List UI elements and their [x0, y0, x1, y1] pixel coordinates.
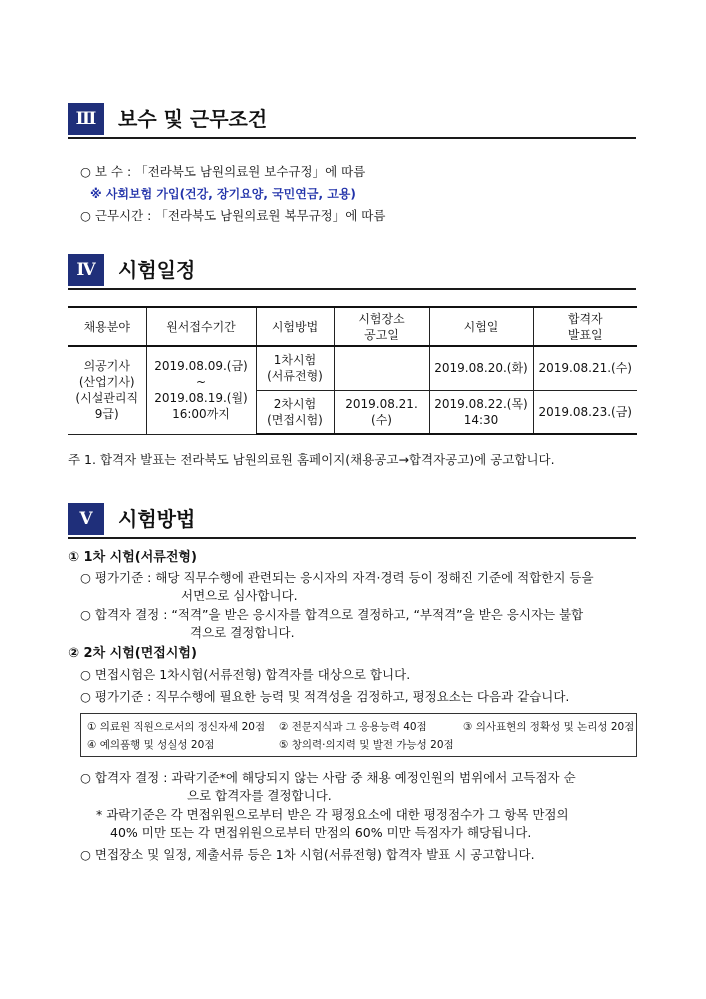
section-title: 시험일정: [118, 258, 196, 282]
header-result: 합격자 발표일: [567, 311, 603, 342]
section-3-header: [68, 103, 636, 137]
header-field: 채용분야: [83, 319, 130, 334]
method-cell: 2차시험 (면접시험): [256, 390, 334, 434]
cutoff-note-cont: 40% 미만 또는 각 면접위원으로부터 만점의 60% 미만 득점자가 해당됩니다.: [110, 825, 532, 840]
table-header-cell: [334, 307, 429, 346]
section-title: 보수 및 근무조건: [118, 107, 268, 131]
section-number: Ⅴ: [68, 503, 104, 535]
criteria-item: ① 의료원 직원으로서의 정신자세 20점: [87, 721, 266, 733]
subsection-2-title: ② 2차 시험(면접시험): [68, 646, 197, 661]
schedule-note: 주 1. 합격자 발표는 전라북도 남원의료원 홈페이지(채용공고→합격자공고)에 공고합니다.: [68, 452, 555, 467]
section-title: 시험방법: [118, 507, 196, 531]
section-5-header: [68, 503, 636, 537]
criteria-item: ② 전문지식과 그 응용능력 40점: [279, 721, 427, 733]
table-header-cell: [68, 307, 146, 346]
cutoff-note: * 과락기준은 각 면접위원으로부터 받은 각 평정요소에 대한 평정점수가 그 항목 만점의: [96, 807, 569, 822]
header-period: 원서접수기간: [166, 319, 236, 334]
table-header-cell: [146, 307, 256, 346]
criteria-box: [80, 713, 637, 757]
decision-line: ○ 합격자 결정 : “적격”을 받은 응시자를 합격으로 결정하고, “부적격”을 받은 응시자는 불합: [80, 607, 584, 622]
final-decision-line-cont: 으로 합격자를 결정합니다.: [187, 788, 332, 803]
venue-cell: [334, 346, 429, 390]
header-method: 시험방법: [271, 319, 319, 334]
table-header-cell: [429, 307, 533, 346]
venue-cell: 2019.08.21.(수): [334, 390, 429, 434]
table-header-cell: [533, 307, 637, 346]
date-cell: 2019.08.22.(목) 14:30: [429, 390, 533, 434]
section-4-header: [68, 254, 636, 288]
method-cell: 1차시험 (서류전형): [256, 346, 334, 390]
header-date: 시험일: [463, 319, 499, 334]
schedule-table: [68, 306, 637, 435]
criteria-item: ⑤ 창의력·의지력 및 발전 가능성 20점: [279, 739, 454, 751]
final-decision-line: ○ 합격자 결정 : 과락기준*에 해당되지 않는 사람 중 채용 예정인원의 범위에서 고득점자 순: [80, 770, 576, 785]
table-header-cell: [256, 307, 334, 346]
date-cell: 2019.08.20.(화): [429, 346, 533, 390]
criteria-item: ③ 의사표현의 정확성 및 논리성 20점: [463, 721, 635, 733]
field-cell: 의공기사 (산업기사) (시설관리직 9급): [68, 346, 146, 434]
section-rule: [68, 537, 636, 539]
insurance-note: ※ 사회보험 가입(건강, 장기요양, 국민연금, 고용): [90, 187, 356, 201]
work-hours-line: ○ 근무시간 : 「전라북도 남원의료원 복무규정」에 따름: [80, 208, 386, 223]
section-number: Ⅲ: [68, 103, 104, 135]
section-number: Ⅳ: [68, 254, 104, 286]
result-cell: 2019.08.21.(수): [533, 346, 637, 390]
section-rule: [68, 137, 636, 139]
table-row: [68, 346, 637, 390]
criteria-line-cont: 서면으로 심사합니다.: [181, 588, 298, 603]
criteria-item: ④ 예의품행 및 성실성 20점: [87, 739, 215, 751]
table-header-row: [68, 307, 637, 346]
period-cell: 2019.08.09.(금) ~ 2019.08.19.(월) 16:00까지: [146, 346, 256, 434]
header-venue: 시험장소 공고일: [358, 311, 405, 342]
result-cell: 2019.08.23.(금): [533, 390, 637, 434]
venue-notice-line: ○ 면접장소 및 일정, 제출서류 등은 1차 시험(서류전형) 합격자 발표 시 공고합니다.: [80, 847, 535, 862]
interview-line: ○ 면접시험은 1차시험(서류전형) 합격자를 대상으로 합니다.: [80, 667, 411, 682]
criteria-line: ○ 평가기준 : 해당 직무수행에 관련되는 응시자의 자격·경력 등이 정해진 기준에 적합한지 등을: [80, 570, 594, 585]
pay-line: ○ 보 수 : 「전라북도 남원의료원 보수규정」에 따름: [80, 164, 366, 179]
decision-line-cont: 격으로 결정합니다.: [190, 625, 295, 640]
section-rule: [68, 288, 636, 290]
subsection-1-title: ① 1차 시험(서류전형): [68, 550, 197, 565]
interview-criteria-line: ○ 평가기준 : 직무수행에 필요한 능력 및 적격성을 검정하고, 평정요소는 다음과 같습니다.: [80, 689, 570, 704]
